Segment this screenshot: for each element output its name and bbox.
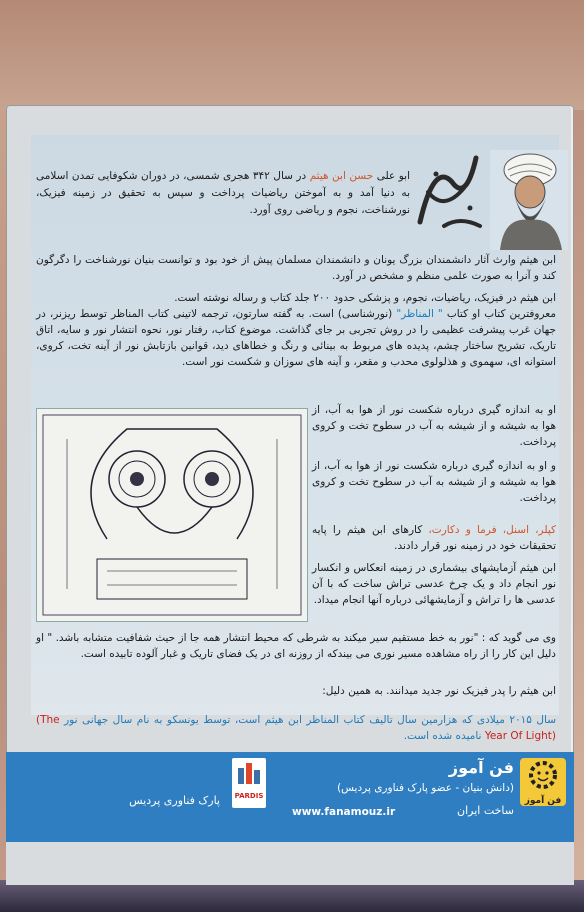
year-of-light-text-1: سال ۲۰۱۵ میلادی که هزارمین سال تالیف کتاب المناظر ابن هیثم است، توسط یونسکو به نام سال جهانی نور [59, 714, 557, 726]
year-of-light-english: (The Year Of Light) [36, 714, 556, 742]
fanamouz-logo [520, 758, 566, 806]
ibn-haytham-portrait [490, 150, 568, 250]
paragraph-heritage: ابن هیثم وارث آثار دانشمندان بزرگ یونان و دانشمندان مسلمان پیش از خود بود و توانست بنیان نورشناخت را دگرگون کند و آنرا به صورت علمی منظم و مشخص در آورد. [36, 254, 556, 282]
fanamouz-logo-text: فن آموز [524, 796, 562, 806]
almanazir-title-highlight: " المناظر" [396, 308, 443, 320]
successors-text: کارهای ابن هیثم را پایه تحقیقات خود در زمینه نور قرار دادند. [312, 524, 556, 552]
paragraph-quote: وی می گوید که : "نور به خط مستقیم سیر میکند به شرطی که محیط انتشار همه جا از حیث شفافیت متشابه باشد. " او دلیل این کار را از راه مشاهده مسیر نوری می بیندکه از روزنه ای در یک فضای تاریک و غبار آلوده تابیده است. [36, 632, 556, 660]
paragraph-experiments: ابن هیثم آزمایشهای بیشماری در زمینه انعکاس و انکسار نور انجام داد و یک چرخ عدسی تراش ساخت که با آن عدسی ها را تراش و آزمایشهائی درباره آنها انجام میداد. [312, 562, 556, 606]
year-of-light-text-2: نامیده شده است. [403, 730, 485, 742]
pardis-logo-text: PARDIS [234, 792, 264, 800]
almanazir-text-1: معروفترین کتاب او کتاب [442, 308, 556, 320]
gear-smile-icon [520, 758, 566, 792]
intro-paragraph [36, 168, 410, 219]
paragraph-successors [312, 522, 556, 554]
brand-name: فن آموز [448, 758, 514, 777]
pardis-logo [232, 758, 266, 808]
intro-name-highlight: حسن ابن هیثم [309, 170, 374, 182]
pardis-building-icon [232, 758, 266, 788]
paragraph-refraction-2: و او به اندازه گیری درباره شکست نور از هوا به آب، از هوا به شیشه و از شیشه به آب در سطوح تخت و کروی پرداخت. [312, 460, 556, 504]
paragraph-refraction: او به اندازه گیری درباره شکست نور از هوا به آب، از هوا به شیشه و از شیشه به آب در سطوح تخت و کروی پرداخت. [312, 404, 556, 448]
successor-names-highlight: کپلر، اسنل، فرما و دکارت، [428, 524, 556, 536]
eye-anatomy-diagram [36, 408, 308, 622]
paragraph-year-of-light [36, 712, 556, 744]
website-url[interactable]: www.fanamouz.ir [292, 806, 396, 818]
almanazir-text-2: (نورشناسی) است. به گفته سارتون، ترجمه لاتینی کتاب المناظر توسط ریزنر، در جهان غرب پیشرفت عظیمی را در روش تجربی بر جای گذاشت. موضوع کتاب، رفتار نور، نحوه انتشار نور و سایه، اتاق تاریک، تشریح ساختار چشم، پدیده های مربوط به بینائی و رنگ و خطاهای دید، قوانین بازتابش نور از آینه تخت، کروی، استوانه ای، سهموی و هذلولوی محدب و مقعر، و آینه های سوزان و شکست نور است. [36, 308, 556, 368]
intro-text-2: در سال ۳۴۲ هجری شمسی، در دوران شکوفایی تمدن اسلامی به دنیا آمد و به آموختن ریاضیات پرداخت و سپس به تحقیق در زمینه فیزیک، نورشناخت، نجوم و ریاضی روی آورد. [36, 170, 410, 216]
book-bottom-band [6, 842, 574, 885]
name-calligraphy-icon [414, 152, 488, 232]
intro-text-1: ابو علی [373, 170, 410, 182]
paragraph-almanazir [36, 306, 556, 370]
brand-subtitle: (دانش بنیان - عضو پارک فناوری پردیس) [337, 782, 514, 794]
made-in-iran: ساخت ایران [457, 804, 514, 817]
background-cloth [0, 0, 584, 110]
paragraph-father-of-optics: ابن هیثم را پدر فیزیک نور جدید میدانند. به همین دلیل: [322, 685, 556, 697]
paragraph-books: ابن هیثم در فیزیک، ریاضیات، نجوم، و پزشکی حدود ۲۰۰ جلد کتاب و رساله نوشته است. [174, 292, 556, 304]
pardis-park-label: پارک فناوری پردیس [129, 794, 220, 807]
